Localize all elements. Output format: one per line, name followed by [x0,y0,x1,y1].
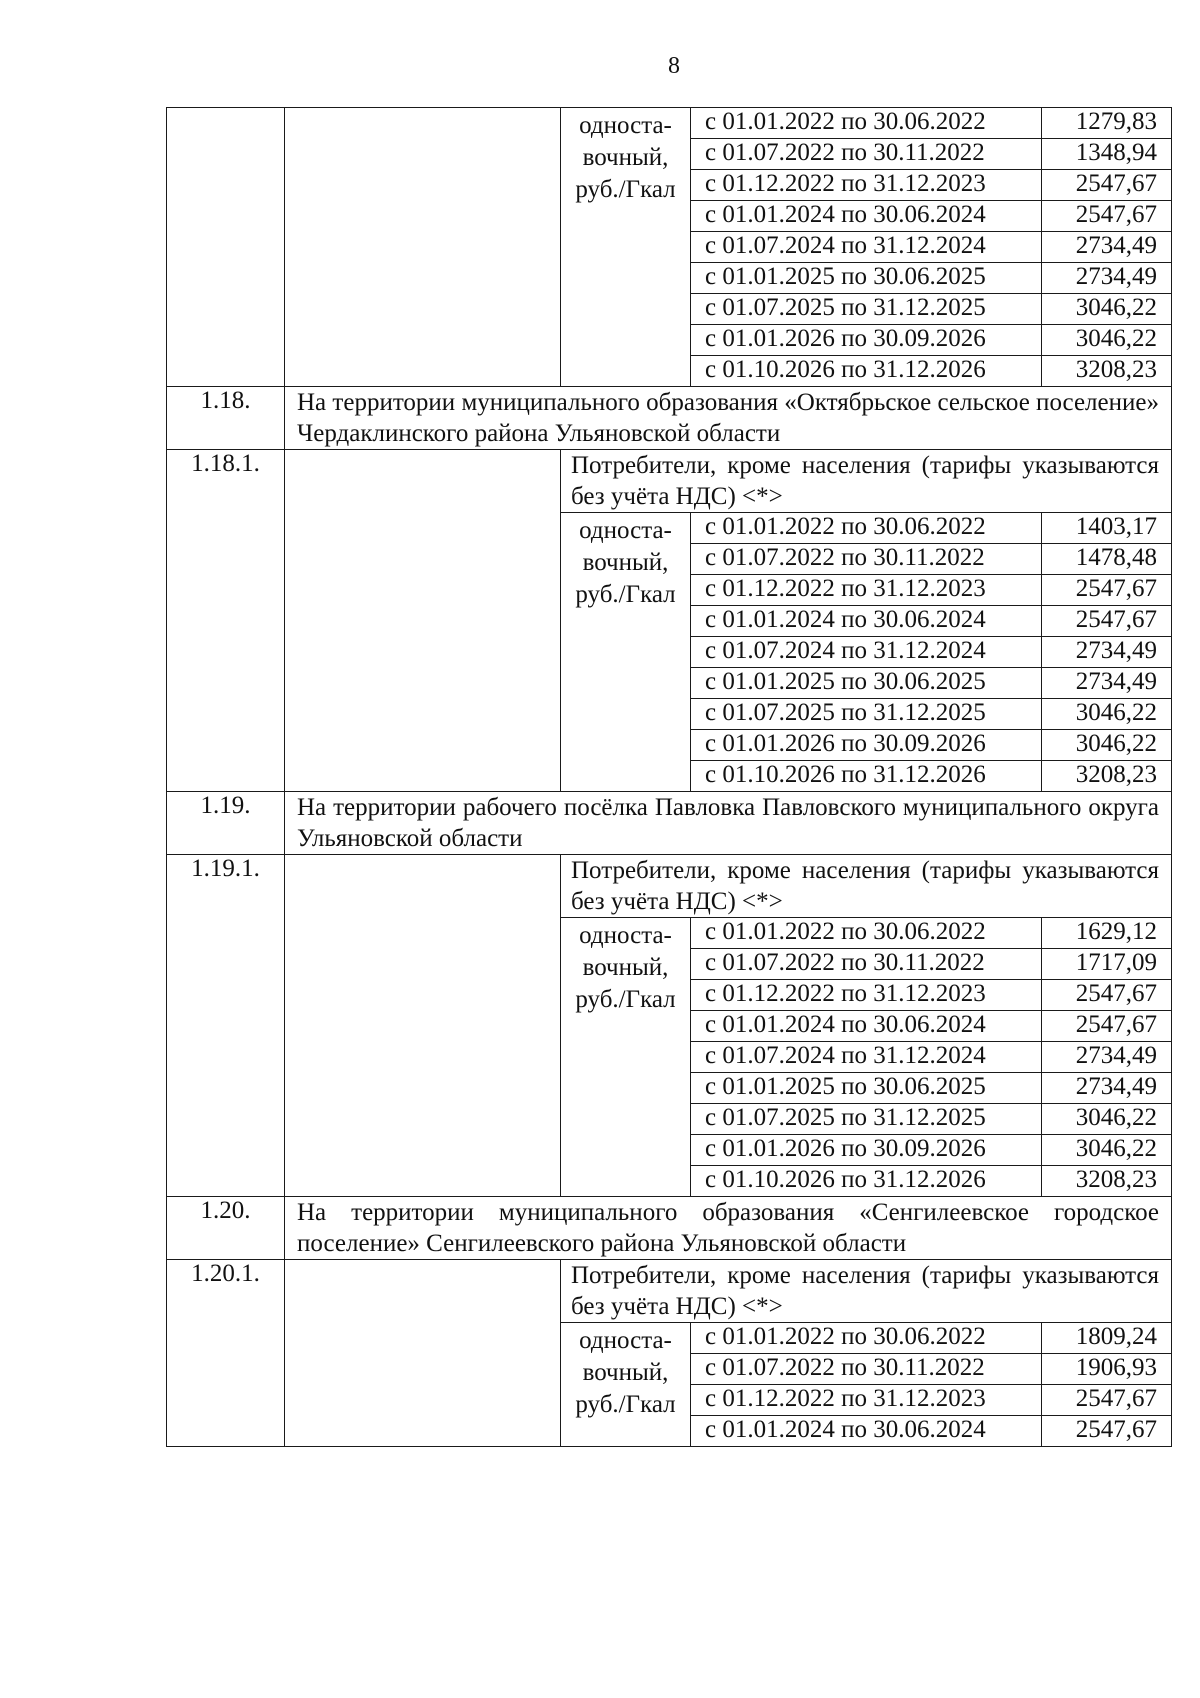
tariff-period: с 01.01.2024 по 30.06.2024 [691,1416,1042,1447]
tariff-value: 2547,67 [1042,575,1172,606]
tariff-value: 1629,12 [1042,918,1172,949]
territory-title: На территории рабочего посёлка Павловка Павловского муниципального округа Ульяновской области [285,792,1172,855]
tariff-value: 1279,83 [1042,108,1172,139]
tariff-period: с 01.07.2022 по 30.11.2022 [691,1354,1042,1385]
tariff-value: 2734,49 [1042,263,1172,294]
tariff-period: с 01.10.2026 по 31.12.2026 [691,761,1042,792]
section-number: 1.19. [167,792,285,855]
tariff-table-body [167,108,1172,1447]
tariff-value: 2547,67 [1042,1385,1172,1416]
tariff-value: 2547,67 [1042,201,1172,232]
tariff-unit: односта-вочный, руб./Гкал [561,918,691,1197]
tariff-period: с 01.01.2024 по 30.06.2024 [691,201,1042,232]
tariff-period: с 01.12.2022 по 31.12.2023 [691,980,1042,1011]
tariff-period: с 01.01.2024 по 30.06.2024 [691,1011,1042,1042]
tariff-value: 2734,49 [1042,668,1172,699]
tariff-period: с 01.12.2022 по 31.12.2023 [691,170,1042,201]
tariff-value: 2547,67 [1042,980,1172,1011]
tariff-value: 1906,93 [1042,1354,1172,1385]
tariff-table [166,107,1172,1447]
tariff-value: 3046,22 [1042,325,1172,356]
tariff-value: 3208,23 [1042,1166,1172,1197]
consumer-category: Потребители, кроме населения (тарифы указываются без учёта НДС) <*> [561,855,1172,918]
tariff-value: 1809,24 [1042,1323,1172,1354]
tariff-period: с 01.12.2022 по 31.12.2023 [691,575,1042,606]
tariff-value: 2734,49 [1042,1073,1172,1104]
consumer-category: Потребители, кроме населения (тарифы указываются без учёта НДС) <*> [561,450,1172,513]
tariff-value: 3208,23 [1042,761,1172,792]
tariff-period: с 01.01.2026 по 30.09.2026 [691,730,1042,761]
tariff-period: с 01.07.2025 по 31.12.2025 [691,294,1042,325]
tariff-value: 3046,22 [1042,1135,1172,1166]
tariff-value: 2734,49 [1042,232,1172,263]
tariff-period: с 01.01.2022 по 30.06.2022 [691,1323,1042,1354]
consumer-category: Потребители, кроме населения (тарифы указываются без учёта НДС) <*> [561,1260,1172,1323]
subsection-number: 1.19.1. [167,855,285,1197]
consumers-row [167,855,1172,918]
territory-row [167,387,1172,450]
tariff-value: 2734,49 [1042,1042,1172,1073]
tariff-value: 2547,67 [1042,1011,1172,1042]
tariff-value: 2547,67 [1042,606,1172,637]
tariff-period: с 01.01.2026 по 30.09.2026 [691,1135,1042,1166]
tariff-period: с 01.07.2022 по 30.11.2022 [691,949,1042,980]
tariff-value: 1403,17 [1042,513,1172,544]
territory-title: На территории муниципального образования «Сенгилеевское городское поселение» Сенгилеевского района Ульяновской области [285,1197,1172,1260]
empty-name-cell [285,450,561,792]
section-number: 1.18. [167,387,285,450]
consumers-row [167,1260,1172,1323]
tariff-value: 1348,94 [1042,139,1172,170]
empty-name-cell [285,855,561,1197]
tariff-period: с 01.01.2022 по 30.06.2022 [691,513,1042,544]
empty-name-cell [285,1260,561,1447]
territory-title: На территории муниципального образования «Октябрьское сельское поселение» Чердаклинского района Ульяновской области [285,387,1172,450]
tariff-period: с 01.07.2022 по 30.11.2022 [691,544,1042,575]
tariff-period: с 01.01.2022 по 30.06.2022 [691,918,1042,949]
consumers-row [167,450,1172,513]
tariff-period: с 01.10.2026 по 31.12.2026 [691,1166,1042,1197]
tariff-period: с 01.01.2024 по 30.06.2024 [691,606,1042,637]
tariff-period: с 01.12.2022 по 31.12.2023 [691,1385,1042,1416]
tariff-period: с 01.10.2026 по 31.12.2026 [691,356,1042,387]
tariff-value: 2547,67 [1042,1416,1172,1447]
tariff-period: с 01.07.2025 по 31.12.2025 [691,1104,1042,1135]
tariff-value: 1478,48 [1042,544,1172,575]
tariff-unit: односта-вочный, руб./Гкал [561,1323,691,1447]
subsection-number: 1.20.1. [167,1260,285,1447]
tariff-period: с 01.01.2025 по 30.06.2025 [691,668,1042,699]
tariff-period: с 01.01.2022 по 30.06.2022 [691,108,1042,139]
empty-name-cell [285,108,561,387]
tariff-period: с 01.01.2025 по 30.06.2025 [691,1073,1042,1104]
tariff-period: с 01.07.2024 по 31.12.2024 [691,637,1042,668]
tariff-period: с 01.07.2025 по 31.12.2025 [691,699,1042,730]
tariff-value: 3208,23 [1042,356,1172,387]
tariff-unit: односта-вочный, руб./Гкал [561,108,691,387]
tariff-period: с 01.01.2026 по 30.09.2026 [691,325,1042,356]
tariff-period: с 01.01.2025 по 30.06.2025 [691,263,1042,294]
tariff-value: 3046,22 [1042,730,1172,761]
empty-number-cell [167,108,285,387]
territory-row [167,1197,1172,1260]
tariff-value: 1717,09 [1042,949,1172,980]
tariff-value: 2734,49 [1042,637,1172,668]
section-number: 1.20. [167,1197,285,1260]
tariff-period: с 01.07.2024 по 31.12.2024 [691,1042,1042,1073]
tariff-value: 3046,22 [1042,294,1172,325]
tariff-unit: односта-вочный, руб./Гкал [561,513,691,792]
tariff-period: с 01.07.2022 по 30.11.2022 [691,139,1042,170]
page-number: 8 [668,53,680,79]
tariff-value: 2547,67 [1042,170,1172,201]
tariff-value: 3046,22 [1042,1104,1172,1135]
tariff-row [167,108,1172,139]
tariff-period: с 01.07.2024 по 31.12.2024 [691,232,1042,263]
territory-row [167,792,1172,855]
tariff-value: 3046,22 [1042,699,1172,730]
subsection-number: 1.18.1. [167,450,285,792]
